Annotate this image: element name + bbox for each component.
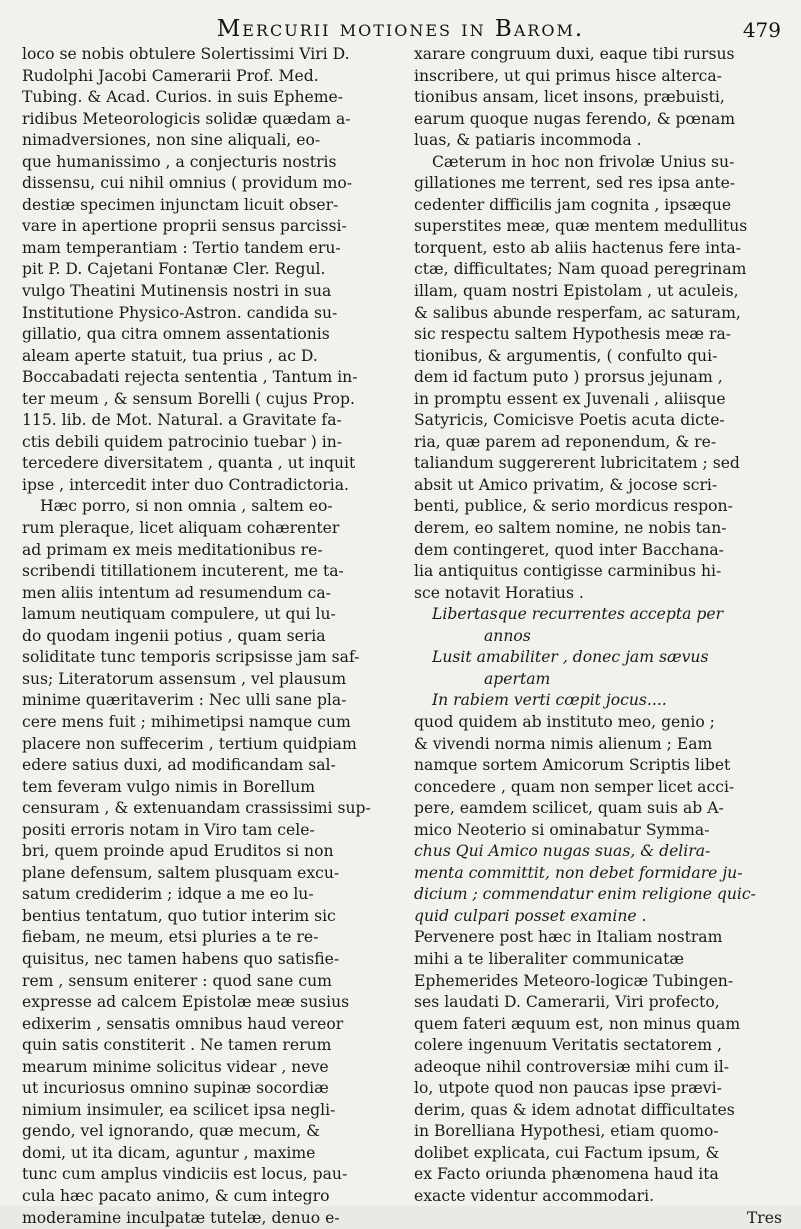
text-line: & vivendi norma nimis alienum ; Eam bbox=[414, 734, 713, 753]
text-line: taliandum suggererent lubricitatem ; sed bbox=[414, 454, 740, 473]
text-line: plane defensum, saltem plusquam excu- bbox=[22, 863, 340, 882]
text-line: quem fateri æquum est, non minus quam bbox=[414, 1014, 741, 1033]
left-text-column bbox=[22, 44, 392, 1227]
text-line: ut incuriosus omnino supinæ socordiæ bbox=[22, 1079, 329, 1098]
text-line: cula hæc pacato animo, & cum integro bbox=[22, 1186, 330, 1205]
text-line: soliditate tunc temporis scripsisse jam saf- bbox=[22, 648, 360, 667]
text-line: cedenter difficilis jam cognita , ipsæque bbox=[414, 195, 732, 214]
text-line: dem id factum puto ) prorsus jejunam , bbox=[414, 368, 723, 387]
final-paragraph bbox=[414, 927, 786, 1207]
text-line: scribendi titillationem incuterent, me ta- bbox=[22, 562, 344, 581]
text-line: mam temperantiam : Tertio tandem eru- bbox=[22, 238, 341, 257]
text-line: censuram , & extenuandam crassissimi sup- bbox=[22, 799, 371, 818]
text-line: exacte videntur accommodari. bbox=[414, 1186, 655, 1205]
text-line: ria, quæ parem ad reponendum, & re- bbox=[414, 432, 717, 451]
text-line: lia antiquitus contigisse carminibus hi- bbox=[414, 562, 722, 581]
text-line: tionibus ansam, licet insons, præbuisti, bbox=[414, 88, 725, 107]
text-line: inscribere, ut qui primus hisce alterca- bbox=[414, 66, 722, 85]
text-line: mico Neoterio si ominabatur Symma- bbox=[414, 820, 710, 839]
text-line: absit ut Amico privatim, & jocose scri- bbox=[414, 475, 718, 494]
text-line: annos bbox=[484, 626, 531, 645]
text-line: pit P. D. Cajetani Fontanæ Cler. Regul. bbox=[22, 260, 326, 279]
text-line: bri, quem proinde apud Eruditos si non bbox=[22, 842, 334, 861]
text-line: Satyricis, Comicisve Poetis acuta dicte- bbox=[414, 411, 725, 430]
text-line: namque sortem Amicorum Scriptis libet bbox=[414, 756, 731, 775]
text-line: Ephemerides Meteoro-logicæ Tubingen- bbox=[414, 971, 734, 990]
text-line: colere ingenuum Veritatis sectatorem , bbox=[414, 1036, 722, 1055]
text-line: ses laudati D. Camerarii, Viri profecto, bbox=[414, 993, 720, 1012]
text-line: torquent, esto ab aliis hactenus fere inta- bbox=[414, 238, 741, 257]
text-line: pere, eamdem scilicet, quam suis ab A- bbox=[414, 799, 724, 818]
text-line: & salibus abunde resperfam, ac saturam, bbox=[414, 303, 741, 322]
text-line: aleam aperte statuit, tua prius , ac D. bbox=[22, 346, 318, 365]
catchword: Tres bbox=[746, 1208, 782, 1227]
text-line: mearum minime solicitus videar , neve bbox=[22, 1057, 329, 1076]
text-line: domi, ut ita dicam, aguntur , maxime bbox=[22, 1143, 316, 1162]
text-line: que humanissimo , a conjecturis nostris bbox=[22, 152, 337, 171]
text-line: do quodam ingenii potius , quam seria bbox=[22, 626, 326, 645]
text-line: In rabiem verti cœpit jocus.... bbox=[432, 691, 667, 710]
text-line: menta committit, non debet formidare ju- bbox=[414, 863, 743, 882]
text-line: lamum neutiquam compulere, ut qui lu- bbox=[22, 605, 336, 624]
text-line: adeoque nihil controversiæ mihi cum il- bbox=[414, 1057, 730, 1076]
text-line: 115. lib. de Mot. Natural. a Gravitate fa- bbox=[22, 411, 342, 430]
text-line: quod quidem ab instituto meo, genio ; bbox=[414, 712, 715, 731]
text-line: dem contingeret, quod inter Bacchana- bbox=[414, 540, 724, 559]
text-line: ex Facto oriunda phænomena haud ita bbox=[414, 1165, 719, 1184]
text-line: Lusit amabiliter , donec jam sævus bbox=[432, 648, 709, 667]
text-line: edixerim , sensatis omnibus haud vereor bbox=[22, 1014, 344, 1033]
text-line: Boccabadati rejecta sententia , Tantum in- bbox=[22, 368, 358, 387]
text-line: Rudolphi Jacobi Camerarii Prof. Med. bbox=[22, 66, 319, 85]
text-line: rum pleraque, licet aliquam cohærenter bbox=[22, 519, 340, 538]
right-text-column bbox=[414, 44, 786, 1227]
text-line: sus; Literatorum assensum , vel plausum bbox=[22, 669, 347, 688]
text-line: Institutione Physico-Astron. candida su- bbox=[22, 303, 338, 322]
text-line: derem, eo saltem nomine, ne nobis tan- bbox=[414, 519, 727, 538]
text-line: sce notavit Horatius . bbox=[414, 583, 584, 602]
text-line: benti, publice, & serio mordicus respon- bbox=[414, 497, 733, 516]
text-line: gillationes me terrent, sed res ipsa ante- bbox=[414, 174, 736, 193]
page-header-title: Mercurii motiones in Barom. bbox=[216, 16, 585, 42]
text-line: mihi a te liberaliter communicatæ bbox=[414, 949, 685, 968]
text-line: nimadversiones, non sine aliquali, eo- bbox=[22, 131, 321, 150]
text-line: minime quæritaverim : Nec ulli sane pla- bbox=[22, 691, 347, 710]
text-line: gendo, vel ignorando, quæ mecum, & bbox=[22, 1122, 321, 1141]
text-line: illam, quam nostri Epistolam , ut aculeis, bbox=[414, 282, 739, 301]
text-line: luas, & patiaris incommoda . bbox=[414, 131, 642, 150]
text-line: gillatio, qua citra omnem assentationis bbox=[22, 325, 330, 344]
text-line: tem feveram vulgo nimis in Borellum bbox=[22, 777, 316, 796]
text-line: ctis debili quidem patrocinio tuebar ) in- bbox=[22, 432, 343, 451]
text-line: placere non suffecerim , tertium quidpiam bbox=[22, 734, 357, 753]
text-line: edere satius duxi, ad modificandam sal- bbox=[22, 756, 336, 775]
text-line: destiæ specimen injunctam licuit obser- bbox=[22, 195, 339, 214]
text-line: superstites meæ, quæ mentem medullitus bbox=[414, 217, 748, 236]
text-line: in Borelliana Hypothesi, etiam quomo- bbox=[414, 1122, 719, 1141]
text-line: fiebam, ne meum, etsi pluries a te re- bbox=[22, 928, 319, 947]
page-number: 479 bbox=[742, 18, 781, 42]
text-line: quisitus, nec tamen habens quo satisfie- bbox=[22, 949, 340, 968]
text-line: tunc cum amplus vindiciis est locus, pau- bbox=[22, 1165, 348, 1184]
text-line: xarare congruum duxi, eaque tibi rursus bbox=[414, 45, 735, 63]
text-line: Hæc porro, si non omnia , saltem eo- bbox=[40, 497, 333, 516]
text-line: Tubing. & Acad. Curios. in suis Epheme- bbox=[22, 88, 343, 107]
text-line: lo, utpote quod non paucas ipse prævi- bbox=[414, 1079, 722, 1098]
text-line: quin satis constiterit . Ne tamen rerum bbox=[22, 1036, 332, 1055]
text-line: dicium ; commendatur enim religione quic- bbox=[414, 885, 756, 904]
text-line: ridibus Meteorologicis solidæ quædam a- bbox=[22, 109, 351, 128]
text-line: tercedere diversitatem , quanta , ut inquit bbox=[22, 454, 356, 473]
text-line: ctæ, difficultates; Nam quoad peregrinam bbox=[414, 260, 747, 279]
text-line: moderamine inculpatæ tutelæ, denuo e- bbox=[22, 1208, 340, 1227]
text-line: loco se nobis obtulere Solertissimi Viri D. bbox=[22, 45, 350, 63]
text-line: nimium insimuler, ea scilicet ipsa negli- bbox=[22, 1100, 336, 1119]
text-line: quid culpari posset examine . bbox=[414, 906, 647, 925]
verse-quotation bbox=[414, 604, 786, 927]
text-line: tionibus, & argumentis, ( confulto qui- bbox=[414, 346, 718, 365]
text-line: men aliis intentum ad resumendum ca- bbox=[22, 583, 331, 602]
text-line: Pervenere post hæc in Italiam nostram bbox=[414, 928, 723, 947]
text-line: earum quoque nugas ferendo, & pœnam bbox=[414, 109, 736, 128]
text-line: vare in apertione proprii sensus parcissi- bbox=[22, 217, 347, 236]
text-line: ad primam ex meis meditationibus re- bbox=[22, 540, 323, 559]
text-line: apertam bbox=[484, 669, 551, 688]
text-line: Cæterum in hoc non frivolæ Unius su- bbox=[432, 152, 735, 171]
text-line: cere mens fuit ; mihimetipsi namque cum bbox=[22, 712, 351, 731]
text-line: chus Qui Amico nugas suas, & delira- bbox=[414, 842, 711, 861]
text-line: rem , sensum eniterer : quod sane cum bbox=[22, 971, 332, 990]
text-line: vulgo Theatini Mutinensis nostri in sua bbox=[22, 282, 332, 301]
text-line: ipse , intercedit inter duo Contradictoria. bbox=[22, 475, 349, 494]
text-line: bentius tentatum, quo tutior interim sic bbox=[22, 906, 336, 925]
text-line: sic respectu saltem Hypothesis meæ ra- bbox=[414, 325, 732, 344]
text-line: concedere , quam non semper licet acci- bbox=[414, 777, 735, 796]
right-paragraph-block bbox=[414, 44, 786, 604]
text-line: in promptu essent ex Juvenali , aliisque bbox=[414, 389, 726, 408]
text-line: dolibet explicata, cui Factum ipsum, & bbox=[414, 1143, 720, 1162]
text-line: ter meum , & sensum Borelli ( cujus Prop. bbox=[22, 389, 355, 408]
text-line: dissensu, cui nihil omnius ( providum mo- bbox=[22, 174, 353, 193]
text-line: satum crediderim ; idque a me eo lu- bbox=[22, 885, 314, 904]
text-line: positi erroris notam in Viro tam cele- bbox=[22, 820, 315, 839]
text-line: expresse ad calcem Epistolæ meæ susius bbox=[22, 993, 350, 1012]
text-line: derim, quas & idem adnotat difficultates bbox=[414, 1100, 735, 1119]
text-line: Libertasque recurrentes accepta per bbox=[432, 605, 724, 624]
